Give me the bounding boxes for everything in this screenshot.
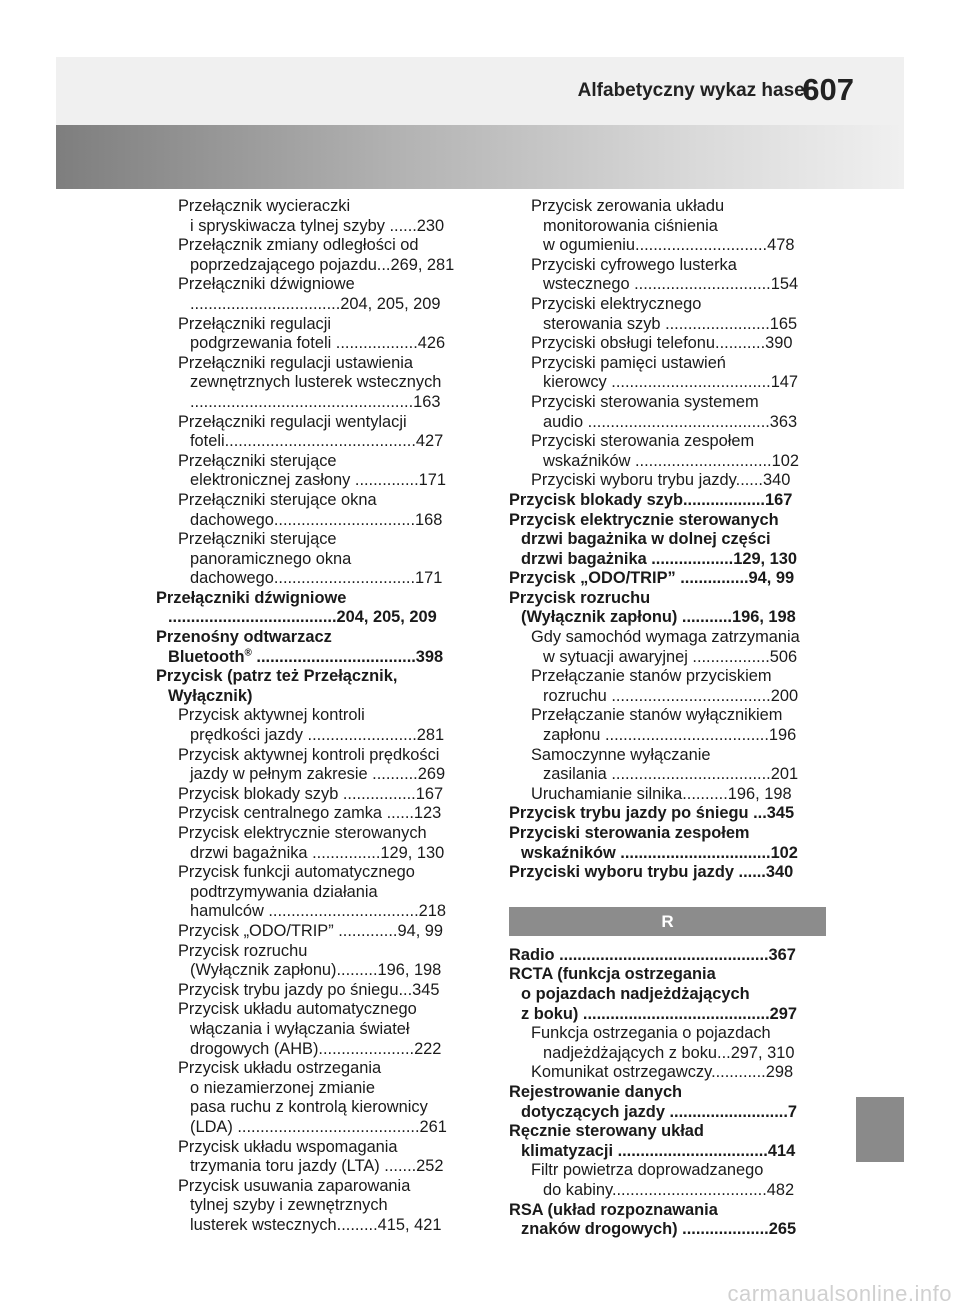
index-entry-sub (509, 706, 826, 745)
index-entry-line: jazdy w pełnym zakresie ..........269 (190, 765, 446, 784)
index-entry-sub (509, 393, 826, 432)
index-entry-line: Przycisk blokady szyb..................167 (509, 490, 793, 509)
index-entry-line: Rejestrowanie danych (509, 1082, 683, 1101)
index-entry-line: Wyłącznik) (168, 686, 253, 705)
index-entry-sub (509, 1161, 826, 1200)
page-number: 607 (802, 72, 854, 107)
index-entry-line: podtrzymywania działania (190, 882, 378, 901)
index-entry-sub (156, 275, 473, 314)
index-entry-line: Przyciski sterowania zespołem (531, 432, 755, 451)
index-entry-main (509, 569, 826, 589)
index-entry-line: Przycisk elektrycznie sterowanych (509, 510, 779, 529)
index-entry-line: Przycisk usuwania zaparowania (178, 1176, 411, 1195)
index-entry-main (156, 667, 473, 706)
index-entry-sub (509, 746, 826, 785)
index-entry-line: Przełącznik zmiany odległości od (178, 236, 419, 255)
index-entry-line: do kabiny..................................482 (543, 1180, 795, 1199)
index-entry-sub (156, 746, 473, 785)
index-entry-sub (156, 1059, 473, 1137)
index-entry-line: Przyciski wyboru trybu jazdy......340 (531, 471, 791, 490)
index-entry-sub (156, 530, 473, 589)
index-entry-line: Przełączniki dźwigniowe (178, 275, 355, 294)
index-entry-line: Przełączniki regulacji ustawienia (178, 353, 414, 372)
index-entry-line: Przyciski sterowania systemem (531, 392, 759, 411)
index-entry-line: dotyczących jazdy ..........................7 (521, 1102, 797, 1121)
index-entry-sub (156, 197, 473, 236)
index-entry-sub (509, 432, 826, 471)
index-entry-line: Bluetooth® ...................................398 (168, 647, 444, 666)
index-column-right (509, 197, 826, 1240)
index-entry-line: Przycisk układu wspomagania (178, 1137, 398, 1156)
index-entry-sub (156, 824, 473, 863)
index-entry-line: elektronicznej zasłony ..............171 (190, 471, 446, 490)
index-entry-line: o pojazdach nadjeżdżających (521, 984, 750, 1003)
index-entry-line: Przełączniki sterujące (178, 530, 337, 549)
index-entry-main (156, 589, 473, 628)
index-entry-sub (509, 667, 826, 706)
index-entry-line: .....................................204, 205, 209 (168, 608, 437, 627)
index-entry-sub (156, 491, 473, 530)
index-entry-sub (156, 1000, 473, 1059)
index-entry-main (509, 1122, 826, 1161)
index-entry-line: kierowcy ...................................147 (543, 373, 799, 392)
index-entry-sub (509, 256, 826, 295)
index-entry-line: sterowania szyb .......................165 (543, 314, 798, 333)
thumb-index-tab (856, 1097, 904, 1162)
index-entry-line: RSA (układ rozpoznawania (509, 1200, 718, 1219)
index-entry-line: pasa ruchu z kontrolą kierownicy (190, 1098, 428, 1117)
index-entry-line: Przycisk zerowania układu (531, 197, 725, 215)
index-entry-line: Przełączniki sterujące (178, 451, 337, 470)
index-entry-line: Przełączniki sterujące okna (178, 490, 377, 509)
index-entry-line: Samoczynne wyłączanie (531, 745, 711, 764)
index-entry-line: Przełączanie stanów wyłącznikiem (531, 706, 783, 725)
index-entry-line: Ręcznie sterowany układ (509, 1122, 704, 1141)
index-entry-line: dachowego...............................171 (190, 569, 443, 588)
index-entry-line: audio ........................................363 (543, 412, 798, 431)
index-entry-line: monitorowania ciśnienia (543, 216, 718, 235)
index-entry-sub (509, 1024, 826, 1063)
index-entry-line: .................................................163 (190, 392, 441, 411)
index-entry-line: klimatyzacji .................................414 (521, 1141, 796, 1160)
index-entry-line: hamulców .................................218 (190, 902, 446, 921)
index-entry-line: Przycisk blokady szyb ................167 (178, 784, 444, 803)
index-entry-line: Przycisk funkcji automatycznego (178, 863, 415, 882)
index-entry-sub (156, 354, 473, 413)
index-entry-sub (156, 785, 473, 805)
index-entry-sub (156, 942, 473, 981)
index-entry-line: Przyciski sterowania zespołem (509, 824, 750, 842)
index-entry-main (509, 1083, 826, 1122)
index-entry-line: (Wyłącznik zapłonu) ...........196, 198 (521, 608, 796, 627)
index-entry-line: Przycisk układu ostrzegania (178, 1059, 382, 1078)
index-entry-line: .................................204, 205, 209 (190, 294, 441, 313)
index-entry-line: Przycisk układu automatycznego (178, 1000, 417, 1019)
index-entry-line: nadjeżdżających z boku...297, 310 (543, 1043, 795, 1062)
header-title: Alfabetyczny wykaz haseł (577, 80, 810, 101)
index-entry-line: Przyciski obsługi telefonu...........390 (531, 334, 793, 353)
index-entry-line: Filtr powietrza doprowadzanego (531, 1161, 764, 1180)
index-entry-main (156, 628, 473, 667)
index-entry-line: Radio ..............................................367 (509, 945, 796, 964)
index-entry-main (509, 965, 826, 1024)
index-entry-line: drzwi bagażnika w dolnej części (521, 530, 771, 549)
index-entry-line: wskaźników .................................102 (521, 843, 798, 862)
index-entry-sub (156, 804, 473, 824)
index-entry-line: dachowego...............................168 (190, 510, 443, 529)
index-entry-line: Przełączniki regulacji (178, 314, 332, 333)
index-entry-line: Przycisk (patrz też Przełącznik, (156, 667, 398, 686)
index-entry-sub (156, 706, 473, 745)
index-entry-sub (156, 922, 473, 942)
index-entry-line: Przełącznik wycieraczki (178, 197, 351, 215)
index-entry-sub (156, 413, 473, 452)
index-entry-line: Przycisk centralnego zamka ......123 (178, 804, 442, 823)
index-entry-line: Funkcja ostrzegania o pojazdach (531, 1024, 771, 1043)
index-entry-line: wstecznego ..............................154 (543, 275, 799, 294)
index-entry-line: znaków drogowych) ...................265 (521, 1220, 797, 1239)
index-entry-sub (156, 1138, 473, 1177)
index-entry-line: zewnętrznych lusterek wstecznych (190, 373, 442, 392)
section-header-r: R (509, 907, 826, 936)
index-entry-sub (156, 236, 473, 275)
index-entry-line: Przycisk trybu jazdy po śniegu...345 (178, 980, 440, 999)
index-entry-sub (509, 354, 826, 393)
index-entry-line: Przyciski cyfrowego lusterka (531, 255, 737, 274)
index-entry-line: foteli..........................................427 (190, 432, 444, 451)
index-entry-line: lusterek wstecznych.........415, 421 (190, 1215, 442, 1234)
index-entry-line: prędkości jazdy ........................281 (190, 726, 445, 745)
index-entry-sub (509, 295, 826, 334)
index-entry-sub (156, 452, 473, 491)
index-entry-line: RCTA (funkcja ostrzegania (509, 965, 716, 984)
index-entry-line: podgrzewania foteli ..................426 (190, 334, 446, 353)
index-entry-main (509, 1201, 826, 1240)
index-entry-sub (156, 981, 473, 1001)
index-entry-line: Przełączniki regulacji wentylacji (178, 412, 407, 431)
index-entry-sub (509, 628, 826, 667)
index-entry-main (509, 511, 826, 570)
index-entry-line: rozruchu ...................................200 (543, 686, 799, 705)
index-entry-line: drzwi bagażnika ..................129, 130 (521, 549, 798, 568)
index-entry-line: Przełączniki dźwigniowe (156, 588, 347, 607)
index-entry-line: w sytuacji awaryjnej .................506 (543, 647, 798, 666)
index-entry-line: i spryskiwacza tylnej szyby ......230 (190, 216, 445, 235)
index-entry-sub (156, 863, 473, 922)
index-entry-sub (509, 785, 826, 805)
index-entry-line: Komunikat ostrzegawczy............298 (531, 1063, 794, 1082)
index-entry-line: panoramicznego okna (190, 549, 352, 568)
index-entry-sub (156, 1177, 473, 1236)
index-entry-line: Przycisk trybu jazdy po śniegu ...345 (509, 804, 795, 823)
index-entry-main (509, 946, 826, 966)
index-entry-line: (Wyłącznik zapłonu).........196, 198 (190, 961, 442, 980)
index-entry-line: o niezamierzonej zmianie (190, 1078, 375, 1097)
index-entry-line: poprzedzającego pojazdu...269, 281 (190, 255, 455, 274)
index-entry-line: Uruchamianie silnika..........196, 198 (531, 784, 792, 803)
index-entry-line: (LDA) ........................................261 (190, 1117, 447, 1136)
index-entry-line: Przycisk „ODO/TRIP” .............94, 99 (178, 921, 444, 940)
index-entry-sub (509, 471, 826, 491)
index-entry-line: Przyciski pamięci ustawień (531, 353, 726, 372)
index-entry-main (509, 589, 826, 628)
index-entry-line: zasilania ...................................201 (543, 765, 799, 784)
index-entry-line: drogowych (AHB).....................222 (190, 1039, 442, 1058)
index-entry-line: Przyciski wyboru trybu jazdy ......340 (509, 863, 794, 882)
index-entry-line: tylnej szyby i zewnętrznych (190, 1196, 388, 1215)
index-entry-line: drzwi bagażnika ...............129, 130 (190, 843, 445, 862)
index-entry-sub (156, 315, 473, 354)
index-entry-line: Przycisk aktywnej kontroli (178, 706, 365, 725)
index-entry-line: Przycisk „ODO/TRIP” ...............94, 99 (509, 569, 795, 588)
index-entry-sub (509, 1063, 826, 1083)
index-entry-main (509, 824, 826, 863)
index-entry-line: Przenośny odtwarzacz (156, 628, 332, 647)
index-entry-main (509, 804, 826, 824)
index-entry-line: zapłonu ....................................196 (543, 726, 797, 745)
index-entry-line: Przełączanie stanów przyciskiem (531, 667, 772, 686)
index-entry-line: Przycisk aktywnej kontroli prędkości (178, 745, 440, 764)
index-entry-line: Przycisk elektrycznie sterowanych (178, 824, 427, 842)
index-entry-line: w ogumieniu.............................478 (543, 236, 795, 255)
gradient-band (56, 125, 904, 189)
index-entry-line: z boku) .........................................297 (521, 1004, 797, 1023)
index-column-left (156, 197, 473, 1235)
index-entry-sub (509, 197, 826, 256)
index-entry-line: Gdy samochód wymaga zatrzymania (531, 628, 800, 647)
index-entry-sub (509, 334, 826, 354)
index-entry-line: trzymania toru jazdy (LTA) .......252 (190, 1157, 444, 1176)
index-entry-line: Przycisk rozruchu (509, 588, 651, 607)
index-entry-line: włączania i wyłączania świateł (190, 1019, 410, 1038)
index-entry-line: wskaźników ..............................102 (543, 451, 799, 470)
index-entry-main (509, 863, 826, 883)
index-entry-line: Przycisk rozruchu (178, 941, 308, 960)
watermark: carmanualsonline.info (727, 1281, 952, 1306)
index-entry-line: Przyciski elektrycznego (531, 294, 702, 313)
index-entry-main (509, 491, 826, 511)
